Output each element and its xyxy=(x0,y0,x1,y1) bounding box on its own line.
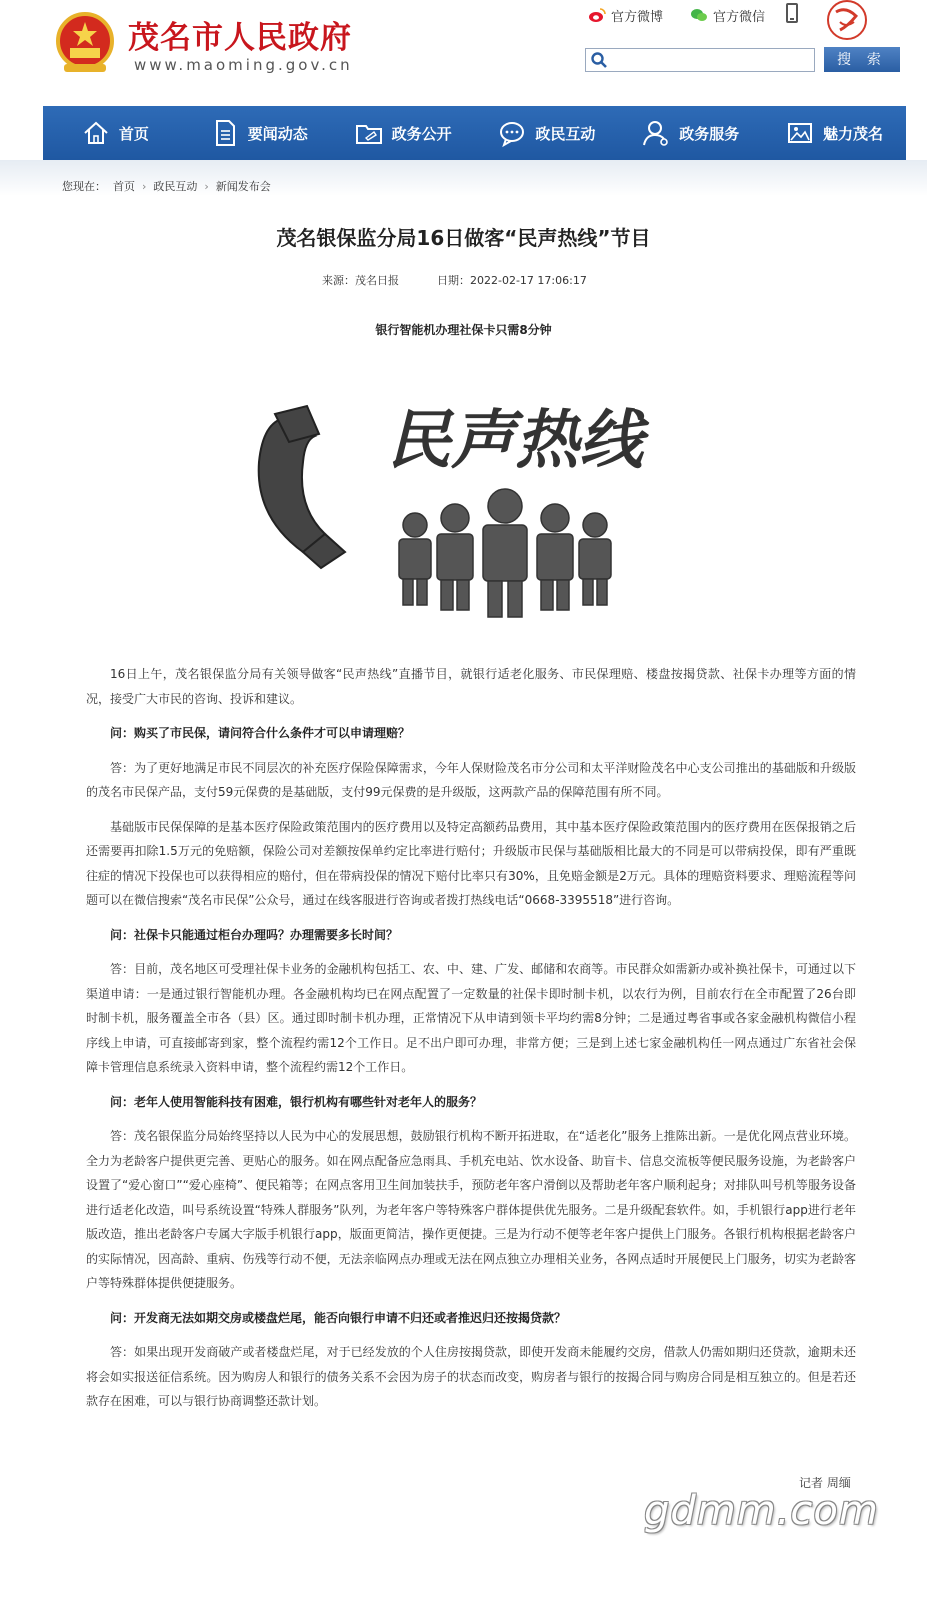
nav-item-news[interactable] xyxy=(187,106,331,160)
wechat-icon xyxy=(690,6,708,24)
article-paragraph: 答：如果出现开发商破产或者楼盘烂尾，对于已经发放的个人住房按揭贷款，即使开发商未能履约交房，借款人仍需如期归还贷款，逾期未还将会如实报送征信系统。因为购房人和银行的债务关系不会因为房子的状态而改变，购房者与银行的按揭合同与购房合同是相互独立的。但是若还款存在困难，可以与银行协商调整还款计划。 xyxy=(86,1345,856,1408)
main-nav xyxy=(43,106,906,160)
article-date: 日期：2022-02-17 17:06:17 xyxy=(437,274,587,287)
site-title[interactable]: 茂名市人民政府 xyxy=(128,20,352,56)
article-subtitle: 银行智能机办理社保卡只需8分钟 xyxy=(375,323,552,337)
article-paragraph: 答：目前，茂名地区可受理社保卡业务的金融机构包括工、农、中、建、广发、邮储和农商等。市民群众如需新办或补换社保卡，可通过以下渠道申请：一是通过银行智能机办理。各金融机构均已在网点配置了一定数量的社保卡即时制卡机，以农行为例，目前农行在全市配置了26台即时制卡机，服务覆盖全市各（县）区。通过即时制卡机办理，正常情况下从申请到领卡平均约需8分钟；二是通过粤省事或各家金融机构微信小程序线上申请，可直接邮寄到家，整个流程约需12个工作日。足不出户即可办理，非常方便；三是到上述七家金融机构任一网点通过广东省社会保障卡管理信息系统录入资料申请，整个流程约需12个工作日。 xyxy=(86,962,856,1074)
article-meta xyxy=(322,272,587,288)
site-header xyxy=(0,0,927,100)
anniversary-seal-icon xyxy=(818,0,876,42)
weibo-icon xyxy=(588,6,606,24)
breadcrumb xyxy=(62,178,271,194)
breadcrumb-prefix: 您现在： xyxy=(62,180,106,193)
hotline-banner-image xyxy=(245,392,697,640)
search-icon xyxy=(590,51,608,69)
breadcrumb-home[interactable]: 首页 xyxy=(113,180,135,193)
site-url: www.maoming.gov.cn xyxy=(134,56,353,74)
nav-label-interaction: 政民互动 xyxy=(535,124,596,143)
question-heading: 问：老年人使用智能科技有困难，银行机构有哪些针对老年人的服务？ xyxy=(110,1094,483,1109)
search-button[interactable]: 搜 索 xyxy=(824,47,900,72)
official-wechat-link[interactable] xyxy=(690,4,765,26)
hotline-title-text: 民声热线 xyxy=(387,404,643,478)
official-weibo-link[interactable] xyxy=(588,4,663,26)
chevron-right-icon: › xyxy=(142,179,147,193)
home-icon xyxy=(81,118,111,148)
mobile-phone-icon[interactable] xyxy=(786,3,798,23)
nav-label-home: 首页 xyxy=(118,124,149,143)
nav-label-news: 要闻动态 xyxy=(247,124,308,143)
nav-item-home[interactable] xyxy=(43,106,187,160)
nav-item-gov-affairs[interactable] xyxy=(331,106,475,160)
weibo-label: 官方微博 xyxy=(611,9,664,25)
breadcrumb-press-conference[interactable]: 新闻发布会 xyxy=(215,180,271,193)
national-emblem-icon[interactable] xyxy=(52,10,118,76)
question-heading: 问：开发商无法如期交房或楼盘烂尾，能否向银行申请不归还或者推迟归还按揭贷款？ xyxy=(110,1310,567,1325)
nav-label-charm-maoming: 魅力茂名 xyxy=(823,124,884,143)
article-paragraph: 答：茂名银保监分局始终坚持以人民为中心的发展思想，鼓励银行机构不断开拓进取，在“适老化”服务上推陈出新。一是优化网点营业环境。全力为老龄客户提供更完善、更贴心的服务。如在网点配备应急雨具、手机充电站、饮水设备、助盲卡、信息交流板等便民服务设施，为老龄客户设置了“爱心窗口”“爱心座椅”、便民箱等；在网点客用卫生间加装扶手，预防老年客户滑倒以及帮助老年客户顺利起身；对排队叫号机等服务设备进行适老化改造，叫号系统设置“特殊人群服务”队列，为老年客户等特殊客户群体提供优先服务。二是升级配套软件。如，手机银行app进行老年版改造，推出老龄客户专属大字版手机银行app，版面更简洁，操作更便捷。三是为行动不便等老年客户提供上门服务。各银行机构根据老龄客户的实际情况，因高龄、重病、伤残等行动不便，无法亲临网点办理或无法在网点独立办理相关业务，各网点适时开展便民上门服务，切实为老龄客户等特殊群体提供便捷服务。 xyxy=(86,1129,856,1290)
search-input[interactable] xyxy=(612,51,810,69)
chevron-right-icon: › xyxy=(204,179,209,193)
document-icon xyxy=(210,118,240,148)
article-reporter: 记者 周缅 xyxy=(799,1476,851,1490)
breadcrumb-interaction[interactable]: 政民互动 xyxy=(153,180,198,193)
search-field[interactable] xyxy=(585,48,815,72)
nav-item-interaction[interactable] xyxy=(474,106,618,160)
article-paragraph: 答：为了更好地满足市民不同层次的补充医疗保险保障需求，今年人保财险茂名市分公司和太平洋财险茂名中心支公司推出的基础版和升级版的茂名市民保产品，支付59元保费的是基础版，支付99元保费的是升级版，这两款产品的保障范围有所不同。 xyxy=(86,760,856,799)
people-group-icon xyxy=(399,489,611,617)
nav-label-gov-services: 政务服务 xyxy=(679,124,740,143)
picture-icon xyxy=(785,118,815,148)
article-paragraph: 16日上午，茂名银保监分局有关领导做客“民声热线”直播节目，就银行适老化服务、市民保理赔、楼盘按揭贷款、社保卡办理等方面的情况，接受广大市民的咨询、投诉和建议。 xyxy=(86,667,856,706)
folder-icon xyxy=(354,118,384,148)
site-watermark: gdmm.com xyxy=(644,1488,879,1534)
question-heading: 问：购买了市民保，请问符合什么条件才可以申请理赔？ xyxy=(110,726,411,740)
user-icon xyxy=(641,118,671,148)
article-source: 来源：茂名日报 xyxy=(322,274,399,287)
nav-item-charm-maoming[interactable] xyxy=(762,106,906,160)
nav-label-gov-affairs: 政务公开 xyxy=(391,124,452,143)
nav-item-gov-services[interactable] xyxy=(618,106,762,160)
question-heading: 问：社保卡只能通过柜台办理吗？办理需要多长时间？ xyxy=(110,927,399,942)
wechat-label: 官方微信 xyxy=(713,9,766,25)
article-title: 茂名银保监分局16日做客“民声热线”节目 xyxy=(276,226,651,250)
article-paragraph: 基础版市民保保障的是基本医疗保险政策范围内的医疗费用以及特定高额药品费用，其中基本医疗保险政策范围内的医疗费用在医保报销之后还需要再扣除1.5万元的免赔额，保险公司对差额按保单约定比率进行赔付；升级版市民保与基础版相比最大的不同是可以带病投保，即有严重既往症的情况下投保也可以获得相应的赔付，但在带病投保的情况下赔付比率只有30%，且免赔金额是2万元。具体的理赔资料要求、理赔流程等问题可以在微信搜索“茂名市民保”公众号，通过在线客服进行咨询或者拨打热线电话“0668-3395518”进行咨询。 xyxy=(86,819,856,907)
article-body xyxy=(86,662,856,1424)
chat-icon xyxy=(497,118,527,148)
